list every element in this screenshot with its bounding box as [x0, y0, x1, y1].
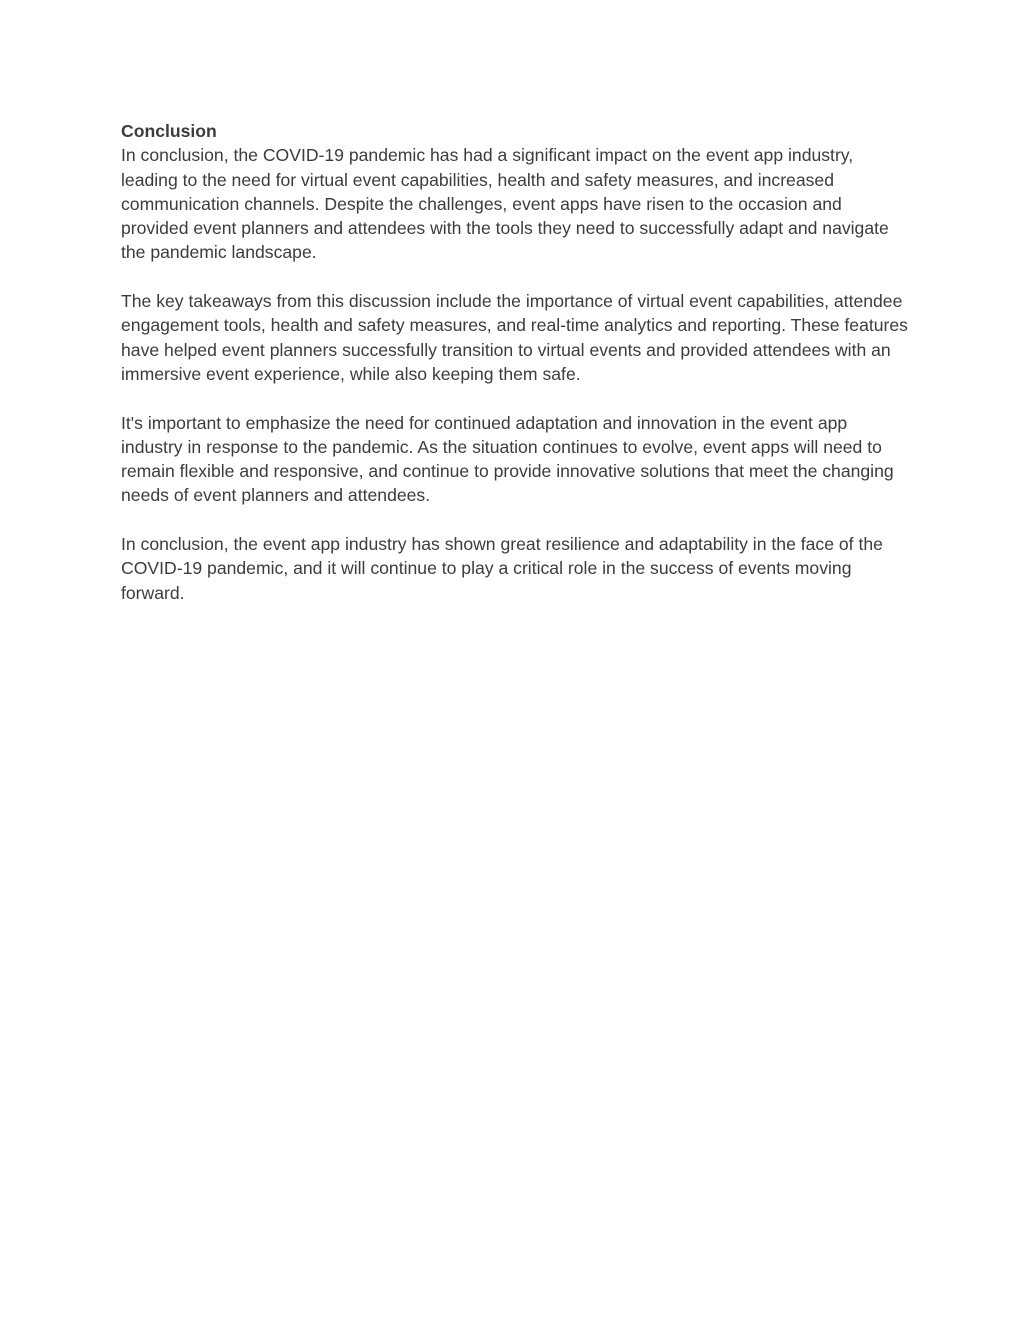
paragraph-key-takeaways: The key takeaways from this discussion include the importance of virtual event capabilities, attendee engagement tools, health and safety measures, and real-time analytics and reporting. These features have helped event planners successfully transition to virtual events and provided attendees with an immersive event experience, while also keeping them safe. — [121, 291, 908, 384]
paragraph-closing: In conclusion, the event app industry has shown great resilience and adaptability in the face of the COVID-19 pandemic, and it will continue to play a critical role in the success of events moving forward. — [121, 534, 883, 603]
section-heading: Conclusion — [121, 121, 217, 141]
paragraph-adaptation: It's important to emphasize the need for continued adaptation and innovation in the event app industry in response to the pandemic. As the situation continues to evolve, event apps will need to remain flexible and responsive, and continue to provide innovative solutions that meet the changing needs of event planners and attendees. — [121, 412, 894, 506]
document-body — [121, 119, 911, 605]
paragraph-intro: In conclusion, the COVID-19 pandemic has had a significant impact on the event app industry, leading to the need for virtual event capabilities, health and safety measures, and increased communication channels. Despite the challenges, event apps have risen to the occasion and provided event planners and attendees with the tools they need to successfully adapt and navigate the pandemic landscape. — [121, 145, 889, 263]
